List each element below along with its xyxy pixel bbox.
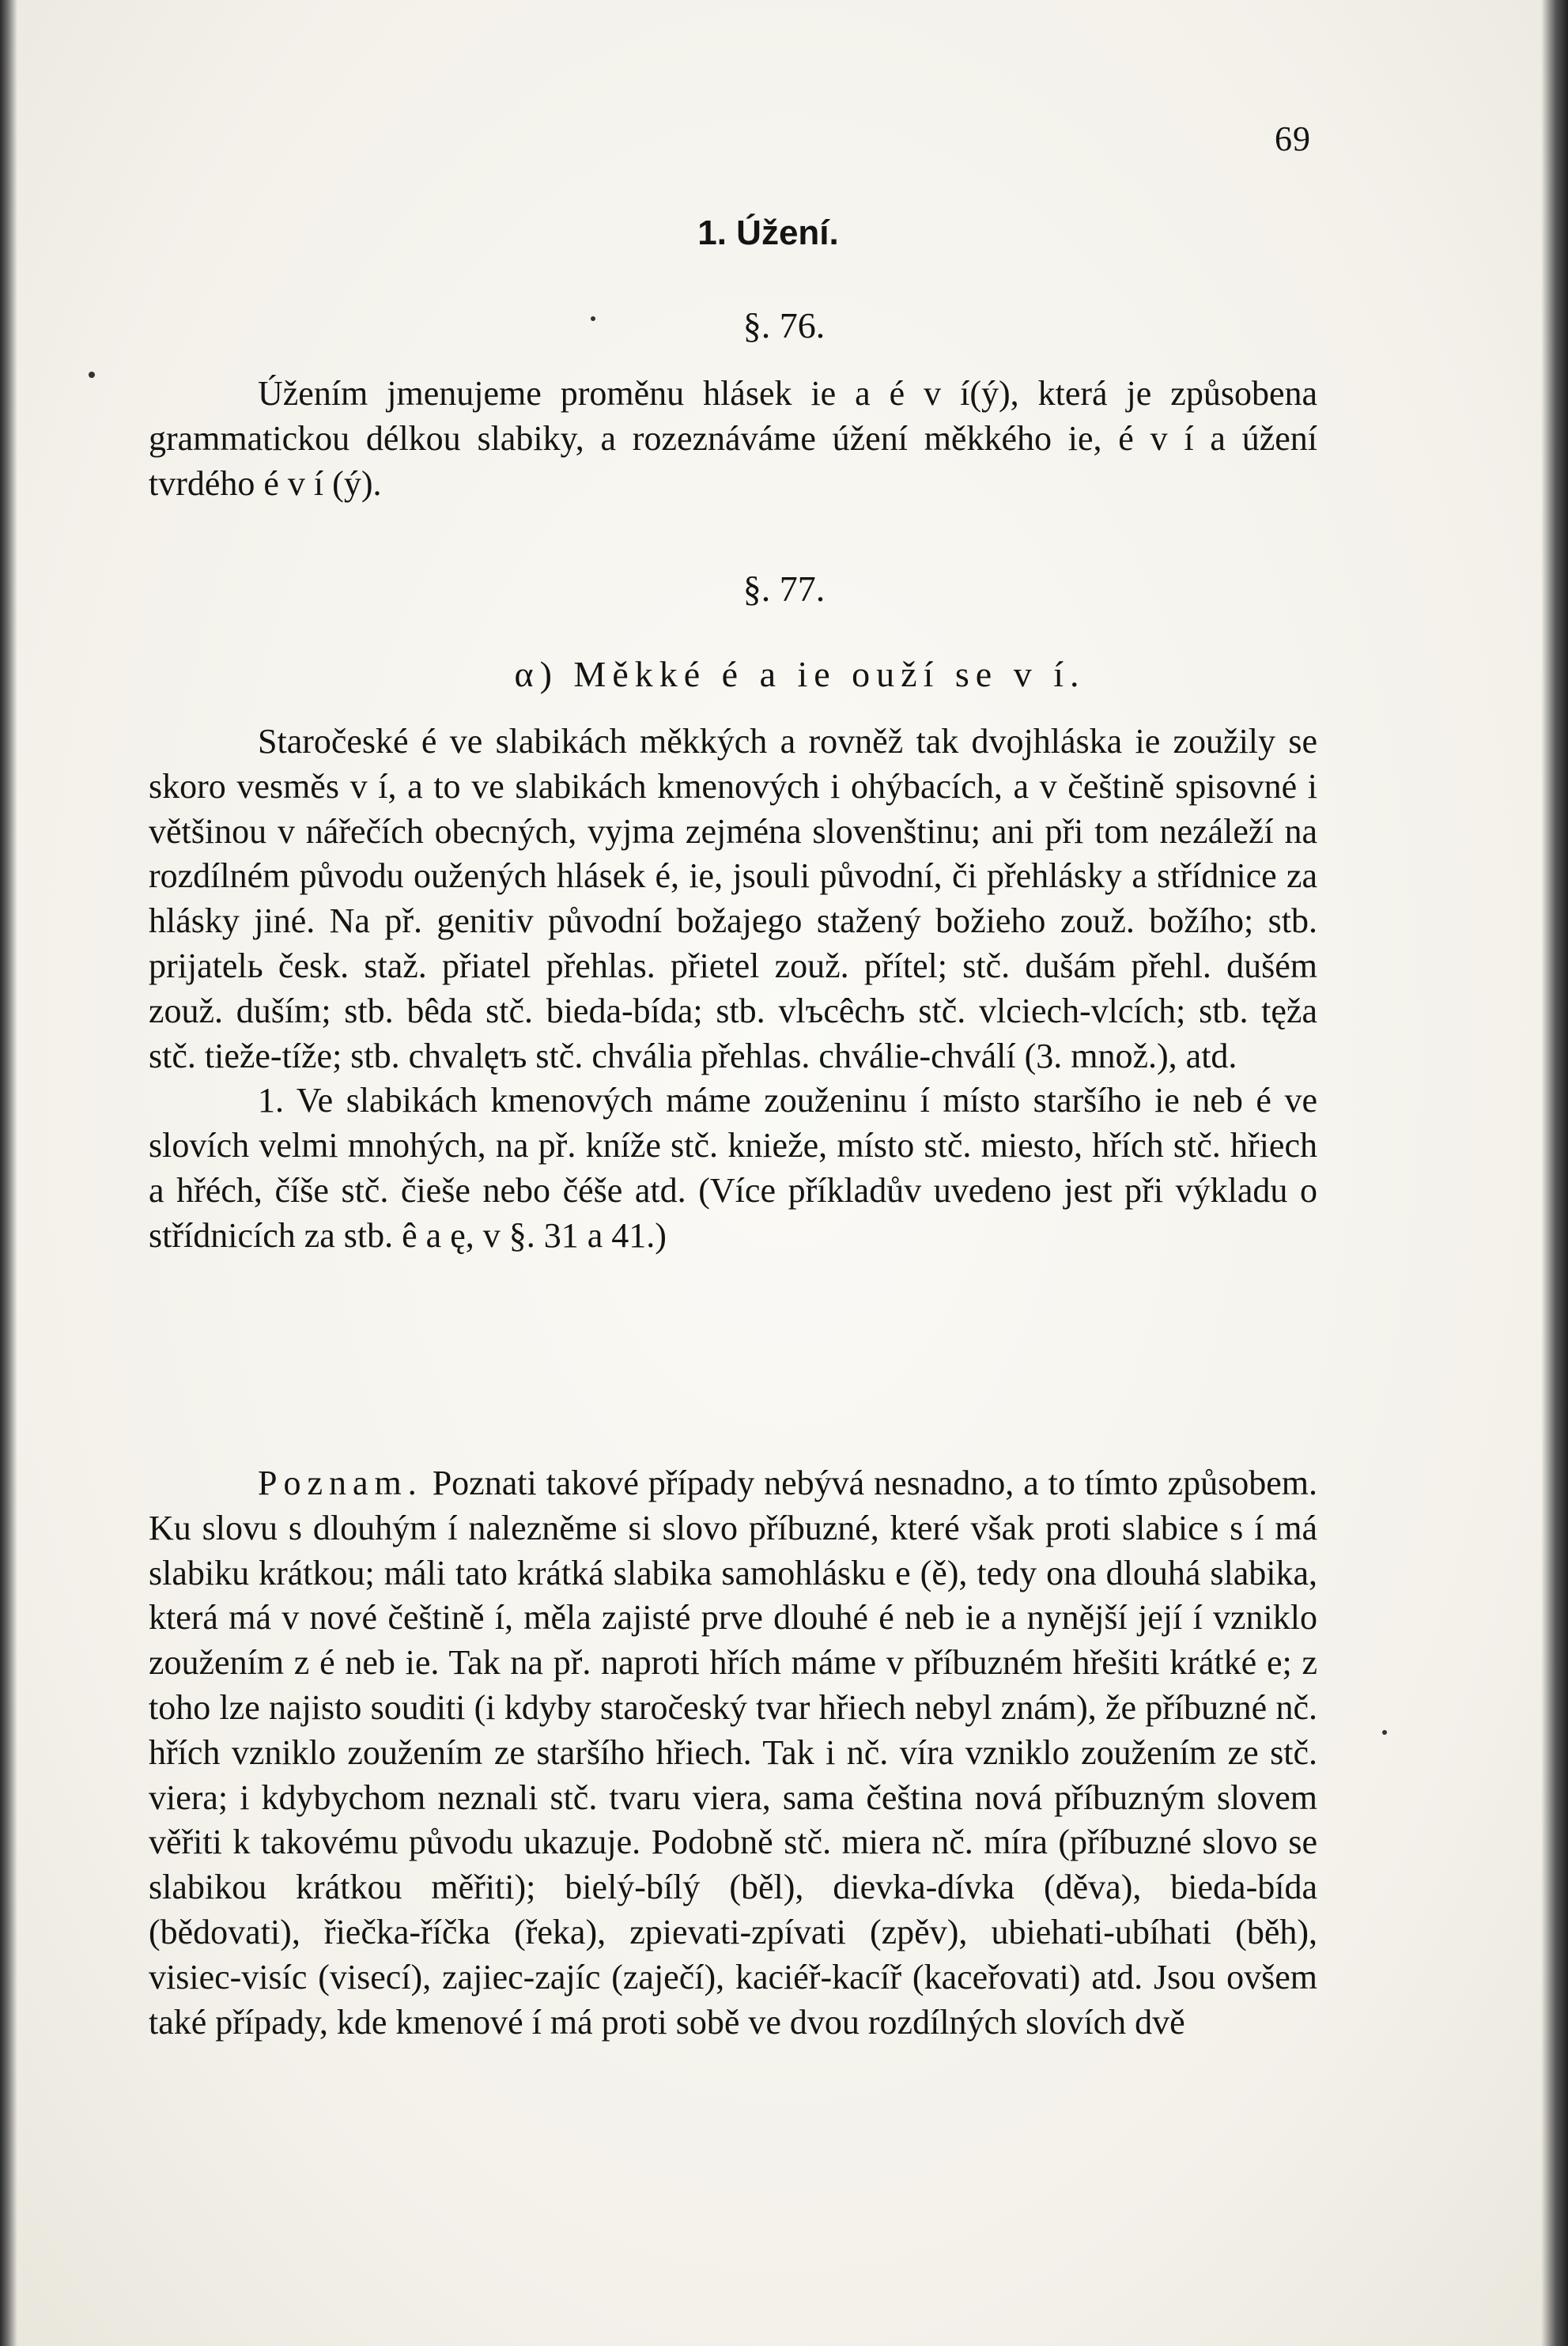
page-number: 69 — [1275, 119, 1311, 158]
note-paragraph — [149, 1461, 1317, 2045]
page-right-edge-shadow — [1541, 0, 1568, 2346]
page-left-edge-shadow — [0, 0, 17, 2346]
numbered-paragraph: 1. Ve slabikách kmenových máme zouženinu í místo staršího ie neb é ve slovích velmi mnohých, na př. kníže stč. knieže, místo stč. miesto, hřích stč. hřiech a hřéch, číše stč. čieše nebo čéše atd. (Více příkladův uvedeno jest při výkladu o střídnicích za stb. ê a ę, v §. 31 a 41.) — [149, 1081, 1317, 1255]
main-text-block — [149, 720, 1317, 1259]
intro-paragraph-block — [149, 372, 1317, 506]
section-heading-76: §. 76. — [742, 305, 826, 346]
paper-speck — [1382, 1730, 1387, 1735]
subsection-heading: α) Měkké é a ie ouží se v í. — [514, 654, 1086, 694]
chapter-title: 1. Úžení. — [697, 213, 839, 252]
intro-paragraph: Úžením jmenujeme proměnu hlásek ie a é v í(ý), která je způsobena grammatickou délkou slabiky, a rozeznáváme úžení měkkého ie, é v í a úžení tvrdého é v í (ý). — [149, 374, 1317, 503]
note-text-block — [149, 1461, 1317, 2045]
paper-speck — [591, 316, 595, 321]
note-body: Poznati takové případy nebývá nesnadno, a to tímto způsobem. Ku slovu s dlouhým í nalezněme si slovo příbuzné, které však proti slabice s í má slabiku krátkou; máli tato krátká slabika samohlásku e (ě), tedy ona dlouhá slabika, která má v nové češtině í, měla zajisté prve dlouhé é neb ie a nynější její í vzniklo zoužením z é neb ie. Tak na př. naproti hřích máme v příbuzném hřešiti krátké e; z toho lze najisto souditi (i kdyby staročeský tvar hřiech nebyl znám), že příbuzné nč. hřích vzniklo zoužením ze staršího hřiech. Tak i nč. víra vzniklo zoužením ze stč. viera; i kdybychom neznali stč. tvaru viera, sama čeština nová příbuzným slovem věřiti k takovému původu ukazuje. Podobně stč. miera nč. míra (příbuzné slovo se slabikou krátkou měřiti); bielý-bílý (běl), dievka-dívka (děva), bieda-bída (bědovati), řiečka-říčka (řeka), zpievati-zpívati (zpěv), ubiehati-ubíhati (běh), visiec-visíc (visecí), zajiec-zajíc (zaječí), kaciéř-kacíř (kaceřovati) atd. Jsou ovšem také případy, kde kmenové í má proti sobě ve dvou rozdílných slovích dvě — [149, 1464, 1318, 2042]
note-label: Poznam. — [258, 1464, 423, 1502]
paper-speck — [89, 372, 95, 378]
main-paragraph: Staročeské é ve slabikách měkkých a rovněž tak dvojhláska ie zoužily se skoro vesměs v í, a to ve slabikách kmenových i ohýbacích, a v češtině spisovné i většinou v nářečích obecných, vyjma zejména slovenštinu; ani při tom nezáleží na rozdílném původu oužených hlásek é, ie, jsouli původní, či přehlásky a střídnice za hlásky jiné. Na př. genitiv původní božajego stažený božieho zouž. božího; stb. prijatelь česk. staž. přiatel přehlas. přietel zouž. přítel; stč. dušám přehl. dušém zouž. duším; stb. bêda stč. bieda-bída; stb. vlъcêchъ stč. vlciech-vlcích; stb. tęža stč. tieže-tíže; stb. chvalętъ stč. chvália přehlas. chválie-chválí (3. množ.), atd. — [149, 722, 1317, 1075]
section-heading-77: §. 77. — [742, 569, 826, 609]
